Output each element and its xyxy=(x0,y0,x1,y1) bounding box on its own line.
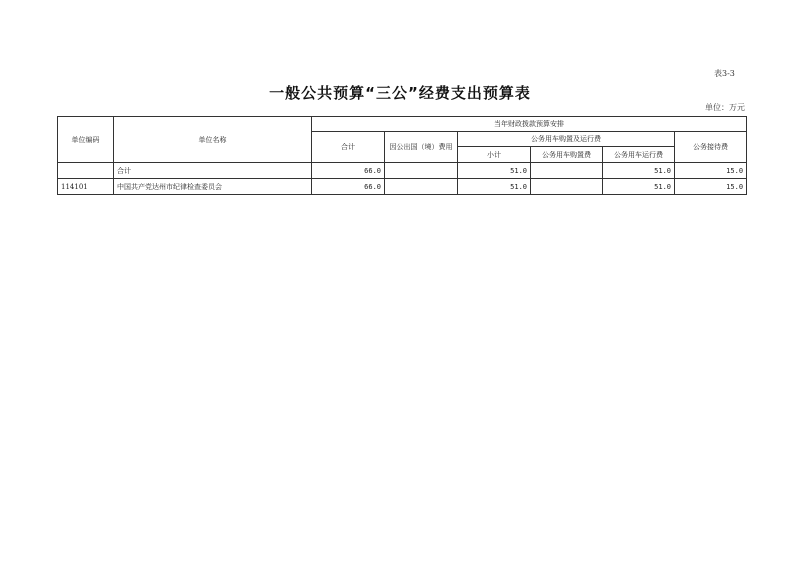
cell-subtotal: 51.0 xyxy=(458,163,531,179)
cell-abroad xyxy=(385,179,458,195)
table-row xyxy=(58,179,747,195)
cell-subtotal: 51.0 xyxy=(458,179,531,195)
cell-reception: 15.0 xyxy=(675,179,747,195)
unit-label: 单位：万元 xyxy=(705,103,745,112)
cell-code xyxy=(58,163,114,179)
budget-table xyxy=(57,116,747,195)
header-fiscal-arrangement: 当年财政拨款预算安排 xyxy=(312,117,747,132)
header-subtotal: 小计 xyxy=(458,147,531,163)
cell-abroad xyxy=(385,163,458,179)
cell-operation: 51.0 xyxy=(603,179,675,195)
cell-purchase xyxy=(531,179,603,195)
cell-code: 114101 xyxy=(58,179,114,195)
header-unit-code: 单位编码 xyxy=(58,117,114,163)
cell-reception: 15.0 xyxy=(675,163,747,179)
table-number: 表3-3 xyxy=(714,69,735,78)
header-unit-name: 单位名称 xyxy=(114,117,312,163)
page-title: 一般公共预算“三公”经费支出预算表 xyxy=(269,84,531,102)
header-vehicle-operation: 公务用车运行费 xyxy=(603,147,675,163)
header-abroad: 因公出国（境）费用 xyxy=(385,132,458,163)
header-reception: 公务接待费 xyxy=(675,132,747,163)
cell-total: 66.0 xyxy=(312,179,385,195)
cell-operation: 51.0 xyxy=(603,163,675,179)
header-vehicle-purchase: 公务用车购置费 xyxy=(531,147,603,163)
cell-total: 66.0 xyxy=(312,163,385,179)
header-row-1 xyxy=(58,117,747,132)
cell-name: 合计 xyxy=(114,163,312,179)
header-total: 合计 xyxy=(312,132,385,163)
header-vehicle-group: 公务用车购置及运行费 xyxy=(458,132,675,147)
cell-name: 中国共产党达州市纪律检查委员会 xyxy=(114,179,312,195)
cell-purchase xyxy=(531,163,603,179)
table-row xyxy=(58,163,747,179)
